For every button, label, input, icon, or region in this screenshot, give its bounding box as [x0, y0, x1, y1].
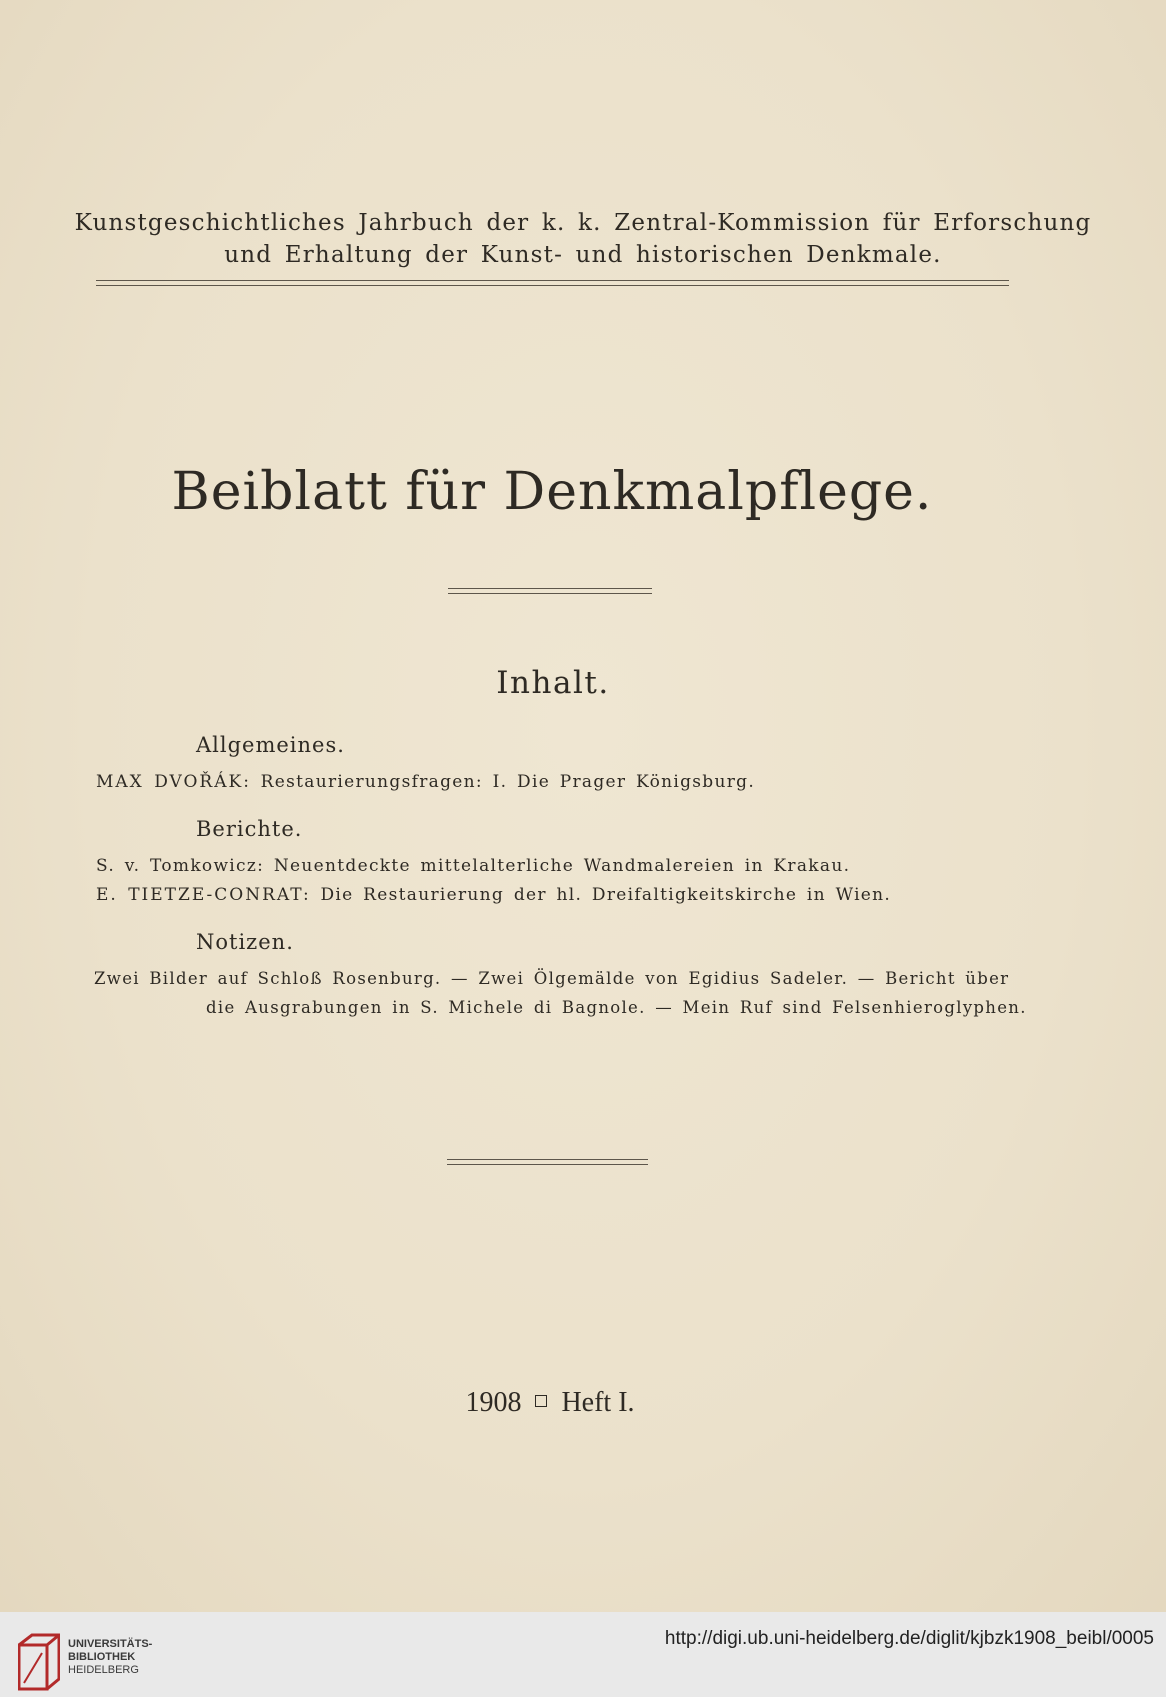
permalink-url[interactable]: http://digi.ub.uni-heidelberg.de/diglit/kjbzk1908_beibl/0005	[664, 1628, 1154, 1649]
entry-text: Restaurierungsfragen: I. Die Prager Königsburg.	[260, 772, 756, 792]
notizen-line-1: Zwei Bilder auf Schloß Rosenburg. — Zwei Ölgemälde von Egidius Sadeler. — Bericht über	[94, 969, 1010, 988]
entry-text: Die Restaurierung der hl. Dreifaltigkeitskirche in Wien.	[320, 885, 892, 905]
entry-tomkowicz	[96, 856, 850, 876]
page-title: Beiblatt für Denkmalpflege.	[171, 462, 933, 522]
header-double-rule	[96, 280, 1009, 286]
section-heading-berichte: Berichte.	[196, 817, 303, 841]
journal-header-line-1: Kunstgeschichtliches Jahrbuch der k. k. Zentral-Kommission für Erforschung	[74, 210, 1092, 236]
university-library-logo	[18, 1633, 60, 1691]
title-double-rule	[448, 588, 652, 594]
issue-number: Heft I.	[561, 1387, 635, 1418]
entry-author: S. v. Tomkowicz:	[96, 856, 265, 876]
footer-double-rule	[447, 1159, 648, 1165]
section-heading-allgemeines: Allgemeines.	[196, 733, 345, 757]
entry-tietze-conrat	[96, 885, 891, 905]
contents-heading: Inhalt.	[496, 665, 610, 701]
library-name-line-1: UNIVERSITÄTS-	[68, 1638, 153, 1650]
issue-year: 1908	[465, 1387, 522, 1418]
issue-line	[0, 1387, 1100, 1419]
notizen-line-2: die Ausgrabungen in S. Michele di Bagnole. — Mein Ruf sind Felsenhieroglyphen.	[206, 998, 1027, 1017]
library-name-line-3: HEIDELBERG	[68, 1664, 139, 1676]
square-separator-icon	[535, 1395, 547, 1407]
entry-text: Neuentdeckte mittelalterliche Wandmalereien in Krakau.	[273, 856, 851, 876]
entry-author: MAX DVOŘÁK:	[96, 772, 251, 792]
entry-author: E. TIETZE-CONRAT:	[96, 885, 311, 905]
digital-library-footer-bar	[0, 1612, 1166, 1697]
library-name-line-2: BIBLIOTHEK	[68, 1651, 136, 1663]
section-heading-notizen: Notizen.	[196, 930, 294, 954]
journal-header-line-2: und Erhaltung der Kunst- und historischen Denkmale.	[224, 242, 942, 268]
entry-dvorak	[96, 772, 755, 792]
